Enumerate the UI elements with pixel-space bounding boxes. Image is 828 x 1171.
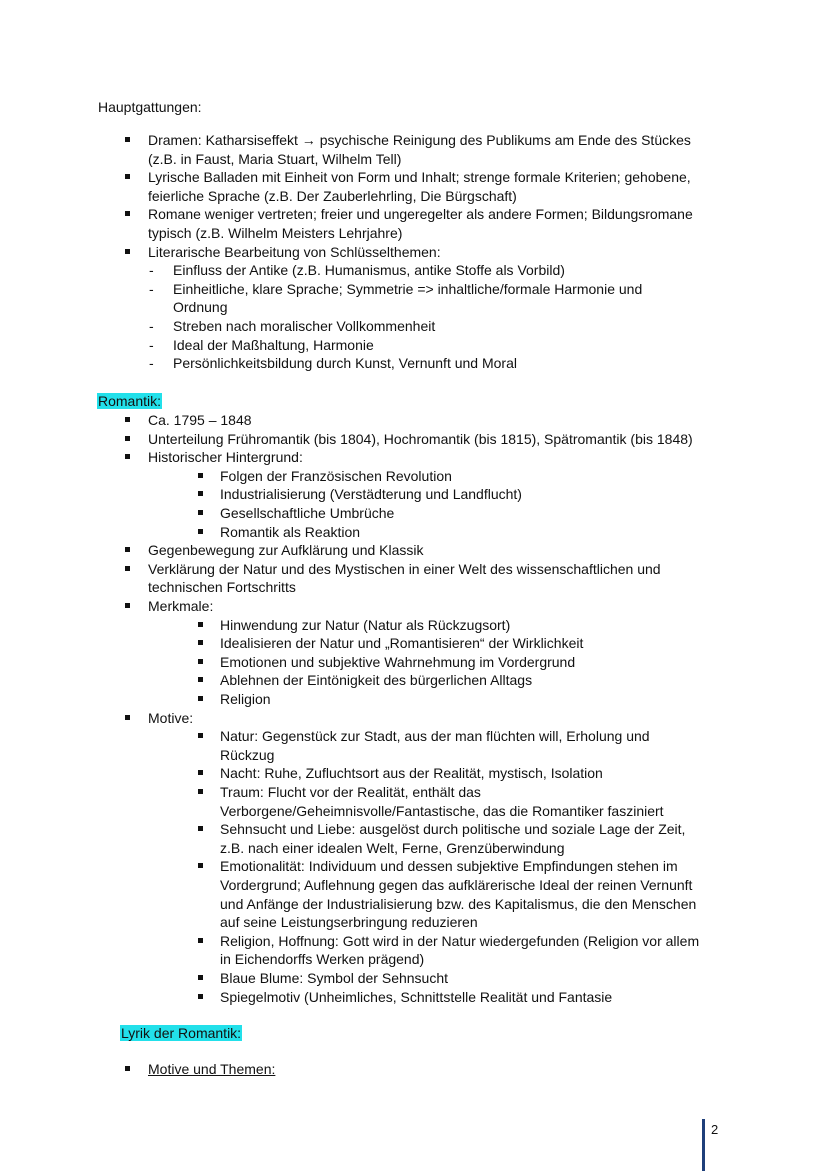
sub-list-item: z.B. nach einer idealen Welt, Ferne, Grenzüberwindung [220, 839, 565, 856]
bullet-square [125, 547, 130, 552]
sub-list-item: und Anfänge der Industrialisierung bzw. des Kapitalismus, die den Menschen [220, 895, 697, 912]
sub-list-item: Blaue Blume: Symbol der Sehnsucht [220, 970, 449, 986]
sub-list-item: Sehnsucht und Liebe: ausgelöst durch politische und soziale Lage der Zeit, [220, 821, 686, 838]
list-item: Merkmale: [148, 598, 214, 614]
page-number-bar [702, 1119, 705, 1171]
bullet-dash: - [149, 336, 154, 353]
bullet-square [198, 677, 203, 682]
list-item: Literarische Bearbeitung von Schlüsselthemen: [148, 243, 441, 260]
sub-list-item: auf seine Leistungserbringung reduzieren [220, 914, 478, 931]
sub-list-item: Einheitliche, klare Sprache; Symmetrie => inhaltliche/formale Harmonie und [173, 280, 643, 297]
bullet-square [198, 733, 203, 738]
sub-list-item: Persönlichkeitsbildung durch Kunst, Vernunft und Moral [173, 355, 517, 372]
bullet-square [125, 174, 130, 179]
list-item: Romane weniger vertreten; freier und ungeregelter als andere Formen; Bildungsromane [148, 206, 693, 223]
bullet-square [198, 659, 203, 664]
list-item: Dramen: Katharsiseffekt → psychische Reinigung des Publikums am Ende des Stückes [148, 132, 691, 148]
bullet-dash: - [149, 355, 154, 372]
bullet-square [125, 603, 130, 608]
bullet-square [125, 566, 130, 571]
bullet-square [198, 473, 203, 478]
sub-list-item: Streben nach moralischer Vollkommenheit [173, 318, 436, 334]
bullet-square [198, 938, 203, 943]
list-item: feierliche Sprache (z.B. Der Zauberlehrling, Die Bürgschaft) [148, 187, 517, 204]
sub-list-item: Nacht: Ruhe, Zufluchtsort aus der Realität, mystisch, Isolation [220, 765, 603, 782]
sub-list-item: Idealisieren der Natur und „Romantisieren“ der Wirklichkeit [220, 635, 584, 652]
bullet-square [125, 137, 130, 142]
sub-list-item: Ordnung [173, 299, 228, 316]
bullet-square [198, 789, 203, 794]
sub-list-item: Religion [220, 691, 271, 707]
bullet-square [198, 529, 203, 534]
sub-list-item: Spiegelmotiv (Unheimliches, Schnittstelle Realität und Fantasie [220, 988, 613, 1005]
bullet-square [125, 1066, 130, 1071]
bullet-square [198, 994, 203, 999]
bullet-dash: - [149, 318, 154, 334]
sub-list-item: Religion, Hoffnung: Gott wird in der Natur wiedergefunden (Religion vor allem [220, 932, 700, 949]
sub-list-item: Rückzug [220, 746, 275, 763]
lyrik-heading [120, 1024, 242, 1042]
list-item: Verklärung der Natur und des Mystischen in einer Welt des wissenschaftlichen und [148, 560, 661, 577]
sub-list-item: Industrialisierung (Verstädterung und Landflucht) [220, 486, 522, 503]
bullet-square [198, 770, 203, 775]
bullet-square [198, 510, 203, 515]
bullet-square [198, 491, 203, 496]
sub-list-item: Gesellschaftliche Umbrüche [220, 505, 395, 521]
bullet-square [198, 640, 203, 645]
bullet-square [198, 696, 203, 701]
lyrik-heading-text: Lyrik der Romantik: [121, 1025, 242, 1041]
list-item: (z.B. in Faust, Maria Stuart, Wilhelm Tell) [148, 150, 402, 167]
sub-list-item: Einfluss der Antike (z.B. Humanismus, antike Stoffe als Vorbild) [173, 262, 565, 279]
romantik-heading-text: Romantik: [98, 393, 162, 409]
bullet-square [198, 975, 203, 980]
sub-list-item: Vordergrund; Auflehnung gegen das aufklärerische Ideal der reinen Vernunft [220, 877, 693, 893]
list-item: Ca. 1795 – 1848 [148, 412, 252, 428]
bullet-square [125, 436, 130, 441]
sub-list-item: Ablehnen der Eintönigkeit des bürgerlichen Alltags [220, 672, 533, 689]
bullet-square [198, 622, 203, 627]
sub-list-item: Verborgene/Geheimnisvolle/Fantastische, das die Romantiker fasziniert [220, 802, 664, 819]
sub-list-item: in Eichendorffs Werken prägend) [220, 951, 425, 968]
bullet-square [125, 249, 130, 254]
bullet-square [125, 715, 130, 720]
klassik-heading: Hauptgattungen: [98, 99, 202, 115]
bullet-square [125, 454, 130, 459]
sub-list-item: Traum: Flucht vor der Realität, enthält das [220, 784, 481, 800]
bullet-square [198, 863, 203, 868]
romantik-heading [97, 392, 162, 410]
page-number: 2 [711, 1122, 719, 1137]
list-item: Lyrische Balladen mit Einheit von Form und Inhalt; strenge formale Kriterien; gehobene, [148, 169, 691, 186]
list-item: Gegenbewegung zur Aufklärung und Klassik [148, 542, 424, 559]
sub-list-item: Emotionalität: Individuum und dessen subjektive Empfindungen stehen im [220, 858, 678, 875]
list-item: Unterteilung Frühromantik (bis 1804), Hochromantik (bis 1815), Spätromantik (bis 1848) [148, 430, 693, 447]
list-item: Historischer Hintergrund: [148, 449, 303, 466]
bullet-dash: - [149, 280, 154, 297]
sub-list-item: Emotionen und subjektive Wahrnehmung im Vordergrund [220, 653, 576, 670]
bullet-square [125, 417, 130, 422]
bullet-square [198, 826, 203, 831]
sub-list-item: Hinwendung zur Natur (Natur als Rückzugsort) [220, 616, 511, 633]
motive-label: Motive: [148, 709, 194, 726]
bullet-dash: - [149, 262, 154, 279]
sub-list-item: Natur: Gegenstück zur Stadt, aus der man flüchten will, Erholung und [220, 728, 650, 745]
sub-list-item: Folgen der Französischen Revolution [220, 467, 452, 484]
list-item: typisch (z.B. Wilhelm Meisters Lehrjahre) [148, 225, 403, 241]
sub-list-item: Ideal der Maßhaltung, Harmonie [173, 336, 374, 353]
list-item: technischen Fortschritts [148, 579, 296, 596]
bullet-square [125, 211, 130, 216]
lyrik-item: Motive und Themen: [148, 1061, 276, 1077]
sub-list-item: Romantik als Reaktion [220, 523, 361, 540]
